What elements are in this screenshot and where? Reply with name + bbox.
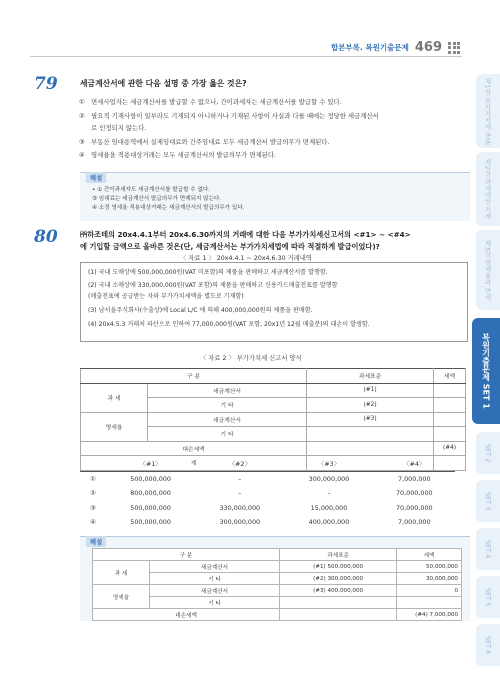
answer-mark: ① — [90, 474, 96, 483]
sol-header-category: 구 분 — [93, 549, 280, 561]
solution-tag: 해설 — [86, 172, 106, 183]
form-cell-empty — [434, 383, 466, 398]
dots-icon — [448, 42, 460, 54]
side-tab-set2[interactable] — [476, 432, 500, 474]
option-text: 필요적 기재사항이 일부라도 기재되지 아니하거나 기재된 사항이 사실과 다를 때에는 정당한 세금계산서 — [91, 112, 379, 120]
option-4 — [79, 150, 464, 160]
caption-data1: 〈 자료 1 〉 20x4.4.1 ~ 20x4.6.30 거래내역 — [180, 255, 312, 262]
answer-header: 〈#2〉 — [195, 456, 284, 471]
side-tab-label: SET 2 — [484, 443, 492, 463]
sol-tax: 50,000,000 — [397, 561, 462, 573]
side-tab-chapter3[interactable] — [476, 230, 500, 310]
transaction-line: (4) 20x4.5.3 거래처 파산으로 인하여 77,000,000원(VAT 포함, 20x1년 12월 매출분)의 대손이 발생함. — [88, 321, 370, 328]
answer-value: 500,000,000 — [130, 474, 171, 483]
answer-value: 500,000,000 — [130, 518, 171, 527]
caption-data2: 〈 자료 2 〉 부가가치세 신고서 양식 — [200, 355, 302, 362]
side-tab-set3[interactable] — [476, 480, 500, 522]
option-text: 영세율을 적용대상거래는 모두 세금계산서의 발급의무가 면제된다. — [91, 151, 277, 159]
side-tab-set5[interactable] — [476, 576, 500, 618]
solution-tag: 해설 — [86, 536, 106, 547]
sol-zero-rated: 영세율 — [93, 585, 150, 609]
answer-choices — [80, 456, 455, 530]
answer-value: 70,000,000 — [395, 503, 433, 512]
answer-value: – — [238, 489, 242, 498]
solution-line: ③ 임대료는 세금계산서 발급의무가 면제되지 않는다. — [92, 196, 222, 202]
sol-bad-debt: 대손세액 — [93, 609, 280, 621]
answer-value: 330,000,000 — [219, 503, 261, 512]
answer-value: 7,000,000 — [398, 474, 431, 483]
sol-other: 기 타 — [150, 597, 280, 609]
answer-row[interactable] — [80, 486, 455, 501]
answer-value: 7,000,000 — [398, 518, 431, 527]
side-tab-label: SET 4 — [484, 539, 492, 559]
form-other: 기 타 — [148, 398, 307, 413]
sol-tax: 0 — [397, 585, 462, 597]
form-cell-empty — [307, 441, 434, 456]
side-tab-chapter2[interactable] — [476, 152, 500, 226]
answer-header-blank — [80, 456, 106, 471]
form-cell-empty — [434, 427, 466, 442]
option-mark: ④ — [79, 151, 85, 159]
answer-value: 500,000,000 — [130, 503, 171, 512]
sol-invoice: 세금계산서 — [150, 585, 280, 597]
transaction-line: (3) 남서울주식회사(수출상)에 Local L/C 에 의해 400,000,000원의 제품을 판매함. — [88, 307, 313, 314]
answer-value: 70,000,000 — [395, 489, 433, 498]
form-total: 계 — [81, 456, 307, 471]
sol-other: 기 타 — [150, 573, 280, 585]
side-tab-label: SET 5 — [484, 587, 492, 607]
header-divider — [30, 56, 462, 57]
transaction-line: (매출전표에 공급받는 자와 부가가치세액을 별도로 기재함) — [88, 293, 244, 300]
answer-value: 400,000,000 — [308, 518, 350, 527]
answer-value: 300,000,000 — [219, 518, 261, 527]
answer-mark: ③ — [90, 503, 96, 512]
form-taxable: 과 세 — [81, 383, 148, 412]
option-mark: ② — [79, 112, 85, 120]
answer-value: 15,000,000 — [310, 503, 348, 512]
sol-invoice: 세금계산서 — [150, 561, 280, 573]
option-mark: ① — [79, 98, 85, 106]
header-title: 합본부록. 복원기출문제 — [330, 43, 409, 52]
sol-header-base: 과세표준 — [280, 549, 397, 561]
answer-mark: ② — [90, 489, 96, 498]
form-cell-3: (#3) — [307, 412, 434, 427]
side-tab-set1[interactable] — [472, 318, 500, 424]
answer-header: 〈#3〉 — [284, 456, 373, 471]
answer-value: – — [327, 489, 331, 498]
transaction-box — [80, 262, 468, 342]
transaction-line: (2) 국내 소매상에 330,000,000원(VAT 포함)의 제품을 판매하고 신용카드매출전표를 발행함 — [88, 282, 338, 289]
question-text: 세금계산서에 관한 다음 설명 중 가장 옳은 것은? — [80, 79, 247, 88]
answer-row[interactable] — [80, 515, 455, 530]
form-other: 기 타 — [148, 427, 307, 442]
sol-base: (#3) 400,000,000 — [280, 585, 397, 597]
form-invoice: 세금계산서 — [148, 383, 307, 398]
solution-line: • ① 간이과세자도 세금계산서를 발급할 수 없다. — [92, 187, 211, 193]
solution-line: ④ 소정 영세율 적용대상거래는 세금계산서의 발급의무가 있다. — [92, 205, 245, 211]
question-number: 80 — [34, 227, 58, 247]
side-tab-label: 제2장 과세대상 거래 — [483, 158, 492, 220]
solution-box — [80, 172, 470, 221]
form-cell-2: (#2) — [307, 398, 434, 413]
question-text-line2: 에 기입할 금액으로 올바른 것은(단, 세금계산서는 부가가치세법에 따라 적절하게 발급이었다)? — [80, 242, 380, 251]
sol-base: (#2) 300,000,000 — [280, 573, 397, 585]
side-tab-chapter1[interactable] — [476, 74, 500, 148]
option-mark: ③ — [79, 138, 85, 146]
solution-table — [92, 548, 462, 621]
sol-empty — [397, 597, 462, 609]
answer-row[interactable] — [80, 501, 455, 516]
answer-value: – — [238, 474, 242, 483]
page-header — [331, 40, 460, 55]
sol-header-tax: 세액 — [397, 549, 462, 561]
transaction-line: (1) 국내 도매상에 500,000,000원(VAT 미포함)의 제품을 판매하고 세금계산서를 발행함. — [88, 269, 328, 276]
page-number: 469 — [414, 40, 442, 55]
side-tab-label: SET 3 — [484, 491, 492, 511]
sol-tax: (#4) 7,000,000 — [397, 609, 462, 621]
form-cell-empty — [434, 398, 466, 413]
side-tab-label: SET 6 — [484, 635, 492, 655]
side-tab-label: 제3장 영세율과 면세 — [483, 239, 492, 301]
option-2-cont — [79, 123, 464, 133]
side-tab-set4[interactable] — [476, 528, 500, 570]
option-text: 면세사업자는 세금계산서를 발급할 수 없으나, 간이과세자는 세금계산서를 발급할 수 있다. — [91, 98, 342, 106]
answer-header: 〈#4〉 — [374, 456, 455, 471]
form-header-tax: 세액 — [434, 369, 466, 384]
answer-value: 800,000,000 — [130, 489, 171, 498]
sol-empty — [280, 609, 397, 621]
answer-header: 〈#1〉 — [106, 456, 195, 471]
option-3 — [79, 137, 464, 147]
option-2 — [79, 111, 464, 121]
side-tab-label: 복원기출문제 SET 1 — [481, 333, 491, 409]
answer-row[interactable] — [80, 471, 455, 486]
form-header-category: 구 분 — [81, 369, 307, 384]
form-invoice: 세금계산서 — [148, 412, 307, 427]
option-text: 부동산 임대용역에서 실제임대료와 간주임대료 모두 세금계산서 발급의무가 면제된다. — [91, 138, 330, 146]
option-text: 로 인정되지 않는다. — [91, 124, 147, 132]
side-tab-set6[interactable] — [476, 624, 500, 666]
sol-tax: 30,000,000 — [397, 573, 462, 585]
sol-taxable: 과 세 — [93, 561, 150, 585]
form-cell-empty — [307, 427, 434, 442]
form-cell-4: (#4) — [434, 441, 466, 456]
question-text-line1: ㈜하조테의 20x4.4.1부터 20x4.6.30까지의 거래에 대한 다음 부가가치세신고서의 <#1> ~ <#4> — [80, 230, 411, 239]
side-tab-label: 제1장 부가가치세 총론 — [483, 77, 492, 145]
sol-base: (#1) 500,000,000 — [280, 561, 397, 573]
answer-value: 300,000,000 — [308, 474, 350, 483]
sol-empty — [280, 597, 397, 609]
form-cell-empty — [434, 412, 466, 427]
question-number: 79 — [34, 74, 58, 94]
form-cell-1: (#1) — [307, 383, 434, 398]
answer-mark: ④ — [90, 518, 96, 527]
option-1 — [79, 97, 464, 107]
form-zero-rated: 영세율 — [81, 412, 148, 441]
form-header-base: 과세표준 — [307, 369, 434, 384]
form-bad-debt: 대손세액 — [81, 441, 307, 456]
